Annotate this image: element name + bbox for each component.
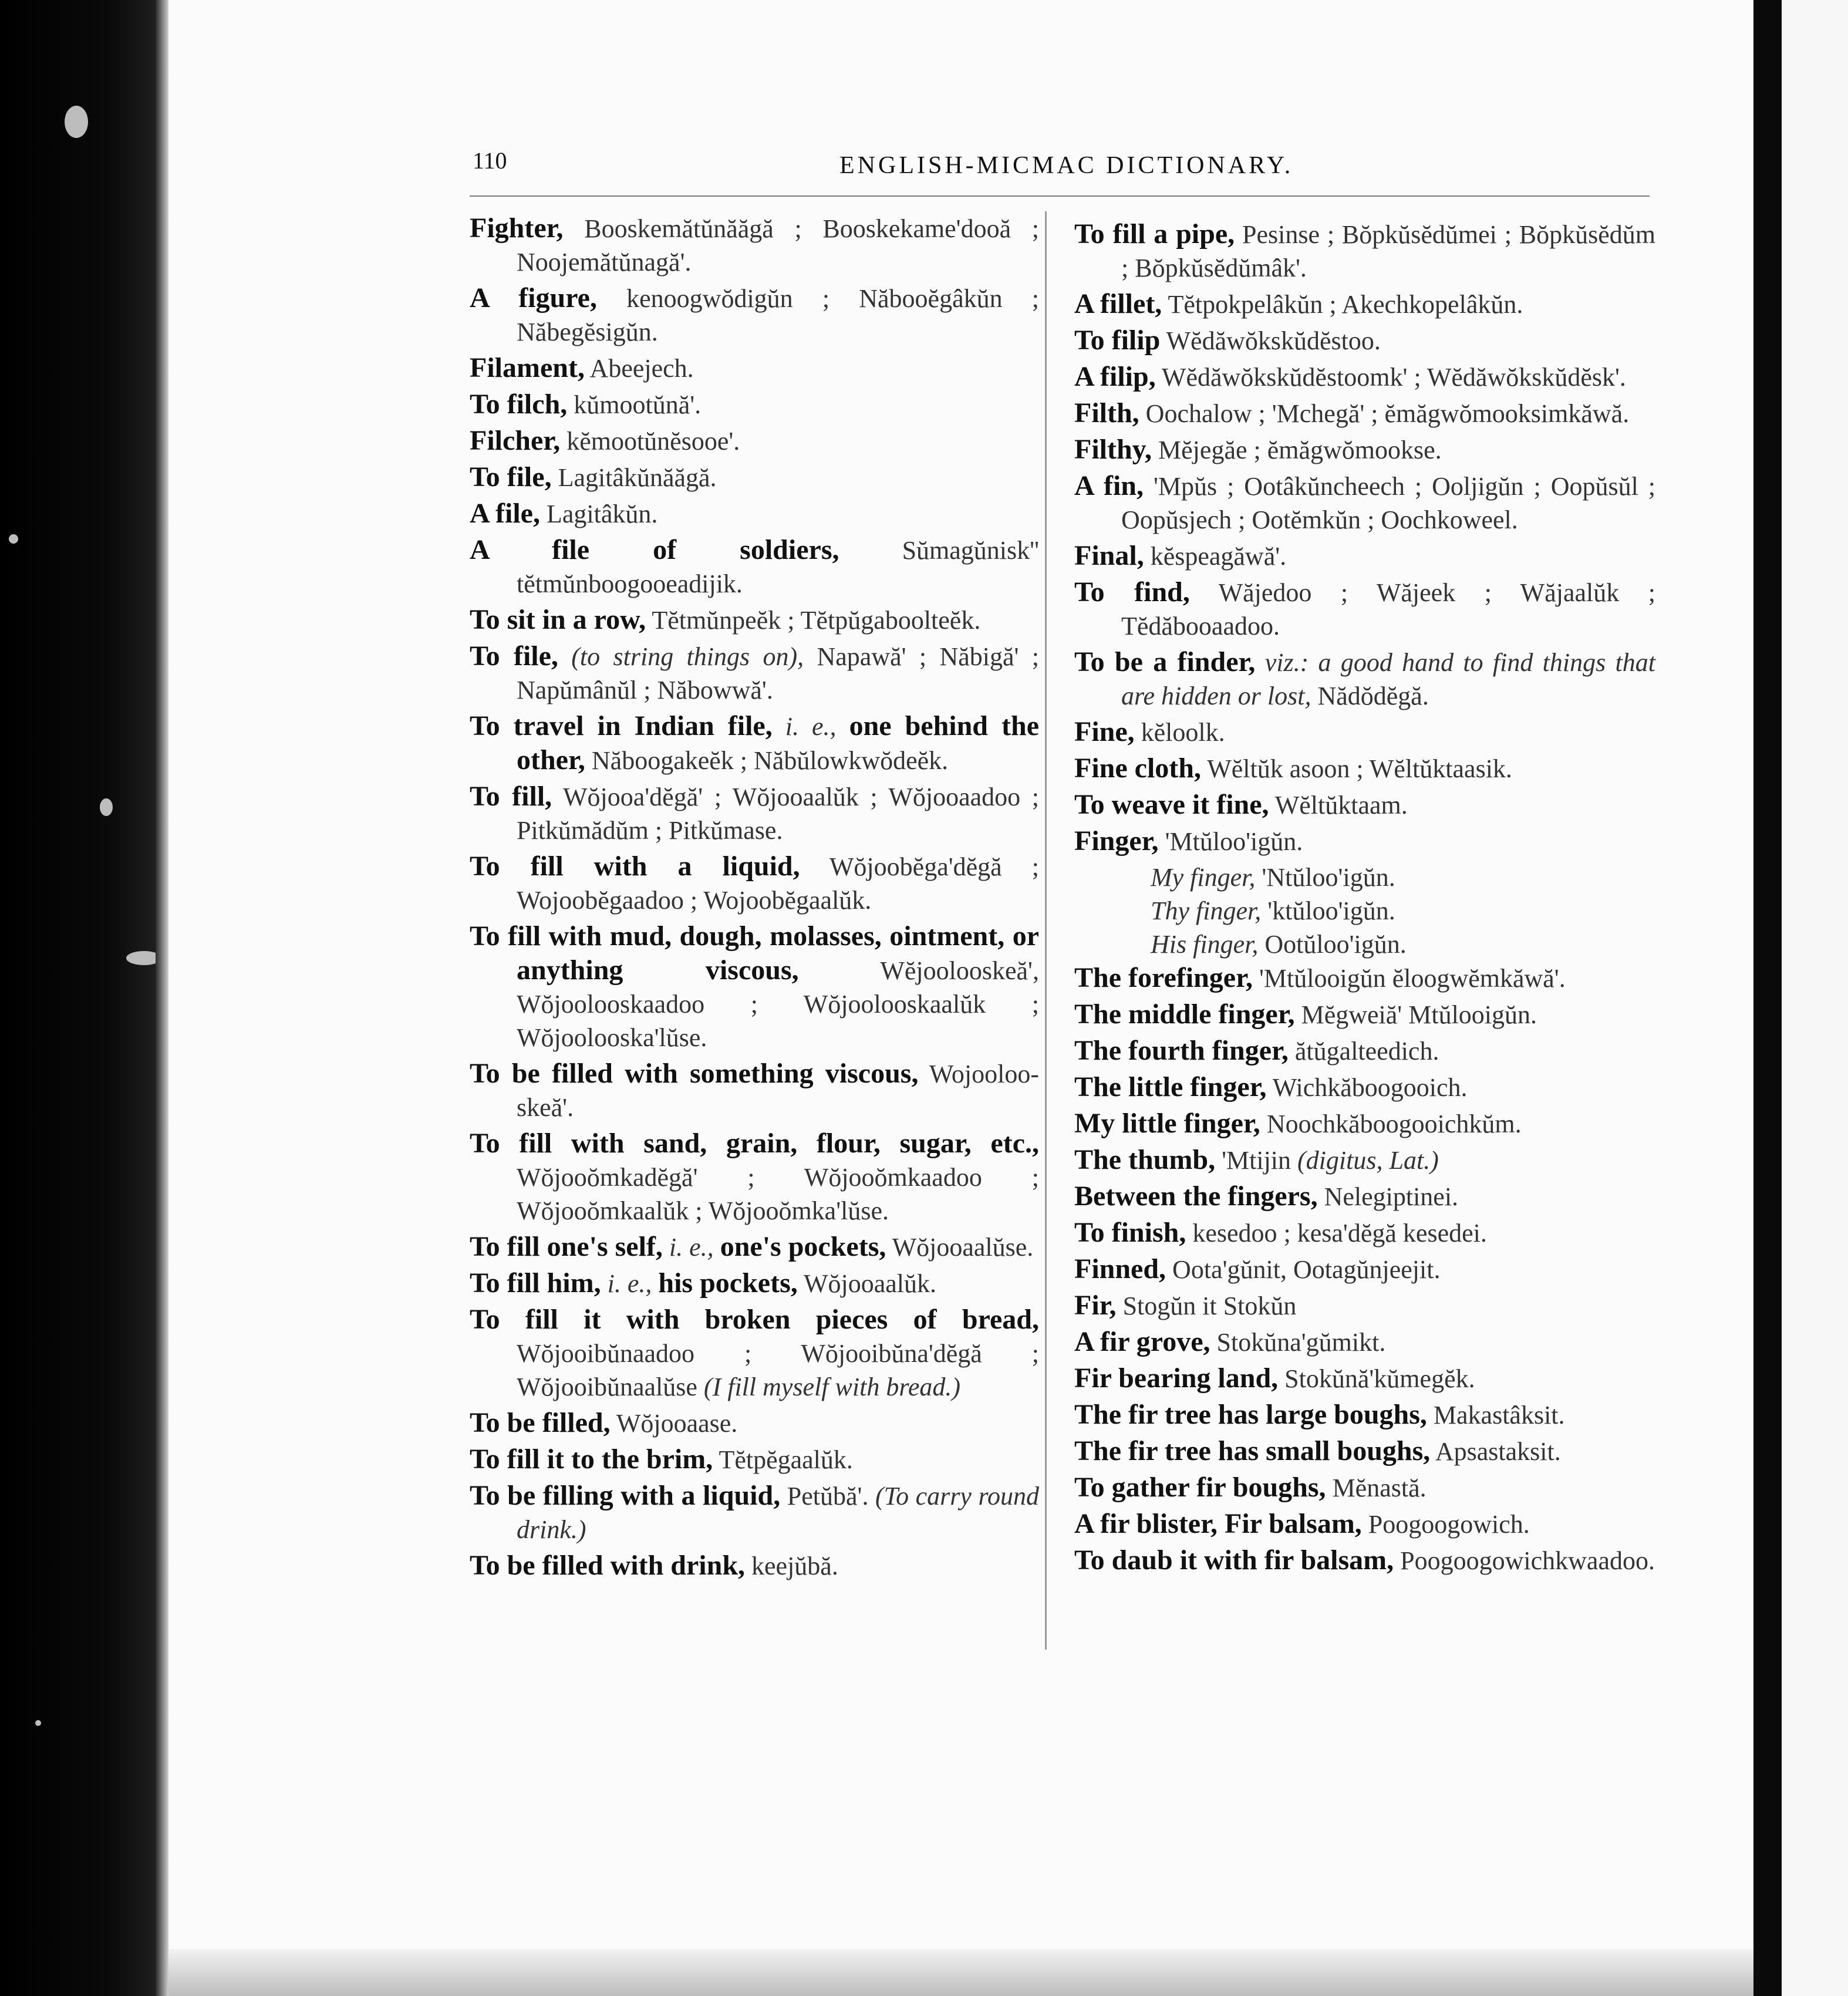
dictionary-entry xyxy=(470,1266,1039,1300)
usage-note: (I fill myself with bread.) xyxy=(703,1373,960,1401)
headword: Filament, xyxy=(470,352,585,383)
micmac-translation: Tĕtmŭnpeĕk ; Tĕtpŭgaboolteĕk. xyxy=(652,606,981,635)
micmac-translation: Stokŭnă'kŭmegĕk. xyxy=(1284,1364,1475,1393)
micmac-translation: Abeejech. xyxy=(589,354,694,383)
micmac-translation: Sŭmagŭnisk'' tĕtmŭnboogooeadijik. xyxy=(517,536,1040,598)
micmac-translation: 'Mtijin xyxy=(1222,1146,1291,1175)
dictionary-entry xyxy=(470,919,1039,1054)
headword: A fir grove, xyxy=(1074,1326,1210,1357)
headword: To fill it to the brim, xyxy=(470,1444,713,1475)
micmac-translation: kĕspeagăwă'. xyxy=(1150,542,1287,571)
dictionary-entry xyxy=(1074,1179,1655,1213)
dictionary-entry xyxy=(470,1057,1039,1124)
right-column xyxy=(1074,217,1655,1580)
headword: Fir bearing land, xyxy=(1074,1363,1279,1394)
headword: The fir tree has small boughs, xyxy=(1074,1435,1431,1466)
micmac-translation: Wĕdăwŏkskŭdĕstoo. xyxy=(1166,326,1381,355)
micmac-translation: Wŏjoobĕga'dĕgă ; Wojoobĕgaadoo ; Wojoobĕgaalŭk. xyxy=(517,852,1039,915)
dictionary-entry xyxy=(1074,1252,1655,1286)
micmac-translation: Oochalow ; 'Mchegă' ; ĕmăgwŏmooksimkăwă. xyxy=(1145,399,1630,428)
dictionary-entry xyxy=(470,1230,1039,1264)
dictionary-entry xyxy=(470,639,1039,707)
micmac-translation: Ootŭloo'igŭn. xyxy=(1264,930,1407,959)
headword: To fill it with broken pieces of bread, xyxy=(470,1304,1039,1335)
headword: Fine, xyxy=(1074,716,1135,747)
headword: The thumb, xyxy=(1074,1144,1216,1175)
dictionary-entry xyxy=(1074,1507,1655,1541)
headword: To fill him, xyxy=(470,1267,601,1299)
micmac-translation: Wojoolooskeă'. xyxy=(517,1060,1039,1122)
headword: To fill with sand, grain, flour, sugar, etc., xyxy=(470,1128,1039,1159)
micmac-translation: Wŏjooibŭnaadoo ; Wŏjooibŭna'dĕgă ; Wŏjooibŭnaalŭse xyxy=(517,1339,1039,1401)
usage-note: i. e., xyxy=(669,1233,714,1262)
micmac-translation: Poogoogowichkwaadoo. xyxy=(1400,1546,1655,1575)
headword: A fin, xyxy=(1074,470,1144,501)
dictionary-entry xyxy=(470,1303,1039,1404)
dictionary-entry xyxy=(1074,396,1655,430)
headword: To gather fir boughs, xyxy=(1074,1472,1326,1503)
headword: A fir blister, Fir balsam, xyxy=(1074,1508,1362,1539)
page-edge xyxy=(156,0,168,1996)
dictionary-entry xyxy=(470,780,1039,847)
headword: A figure, xyxy=(470,282,597,313)
page-number: 110 xyxy=(473,147,507,174)
micmac-translation: Petŭbă'. xyxy=(787,1482,869,1511)
headword: To filch, xyxy=(470,389,568,420)
micmac-translation: Makastâksit. xyxy=(1433,1401,1565,1429)
headword: Filth, xyxy=(1074,397,1139,429)
headword: To weave it fine, xyxy=(1074,789,1269,820)
headword: To filip xyxy=(1074,325,1161,356)
micmac-translation: Tĕtpĕgaalŭk. xyxy=(719,1445,853,1474)
micmac-translation: Wŏjooaalŭse. xyxy=(892,1233,1034,1262)
micmac-translation: Wĕjoolooskeă', Wŏjoolooskaadoo ; Wŏjoolooskaalŭk ; Wŏjoolooska'lŭse. xyxy=(517,956,1039,1052)
dictionary-entry xyxy=(1074,928,1655,961)
dictionary-entry xyxy=(1074,997,1655,1031)
dictionary-entry xyxy=(1074,715,1655,749)
headword: To file, xyxy=(470,640,558,672)
micmac-translation: Nădŏdĕgă. xyxy=(1317,682,1429,710)
headword: To travel in Indian file, xyxy=(470,710,773,741)
headword: Filthy, xyxy=(1074,434,1152,465)
dictionary-entry xyxy=(1074,1070,1655,1104)
micmac-translation: keejŭbă. xyxy=(751,1552,838,1580)
dictionary-entry xyxy=(470,460,1039,494)
headword: Filcher, xyxy=(470,425,561,456)
micmac-translation: 'Mtŭloo'igŭn. xyxy=(1165,827,1303,856)
dictionary-entry xyxy=(1074,323,1655,358)
left-column xyxy=(470,211,1039,1585)
dictionary-entry xyxy=(1074,1361,1655,1395)
running-title: ENGLISH-MICMAC DICTIONARY. xyxy=(839,152,1294,179)
headword: A file of soldiers, xyxy=(470,534,839,565)
dictionary-entry xyxy=(470,351,1039,385)
headword-continuation: his pockets, xyxy=(658,1267,798,1299)
micmac-translation: 'Mtŭlooigŭn ĕloogwĕmkăwă'. xyxy=(1259,964,1566,993)
micmac-translation: Lagitâkŭn. xyxy=(546,500,658,528)
micmac-translation: Năboogakeĕk ; Năbŭlowkwŏdeĕk. xyxy=(591,746,949,775)
dictionary-entry xyxy=(1074,287,1655,321)
dictionary-entry xyxy=(1074,217,1655,285)
dictionary-entry xyxy=(470,1442,1039,1476)
micmac-translation: Wŏjooa'dĕgă' ; Wŏjooaalŭk ; Wŏjooaadoo ; Pitkŭmădŭm ; Pitkŭmase. xyxy=(517,783,1039,845)
headword: Finned, xyxy=(1074,1253,1166,1284)
micmac-translation: Tĕtpokpelâkŭn ; Akechkopelâkŭn. xyxy=(1168,290,1523,319)
dictionary-entry xyxy=(1074,1543,1655,1577)
micmac-translation: 'Ntŭloo'igŭn. xyxy=(1262,863,1395,892)
headword: To fill with mud, dough, molasses, ointment, or anything viscous, xyxy=(470,921,1039,986)
dictionary-entry xyxy=(470,387,1039,422)
headword: To finish, xyxy=(1074,1217,1186,1248)
micmac-translation: Pesinse ; Bŏpkŭsĕdŭmei ; Bŏpkŭsĕdŭm ; Bŏpkŭsĕdŭmâk'. xyxy=(1121,220,1656,282)
micmac-translation: Napawă' ; Năbigă' ; Napŭmânŭl ; Năbowwă'. xyxy=(517,642,1040,704)
dictionary-entry xyxy=(1074,469,1655,537)
dictionary-entry xyxy=(1074,433,1655,467)
headword: A filip, xyxy=(1074,361,1156,392)
usage-note: His finger, xyxy=(1151,930,1259,959)
dictionary-entry xyxy=(1074,751,1655,785)
dictionary-entry xyxy=(470,497,1039,531)
headword: Fir, xyxy=(1074,1290,1117,1321)
dictionary-entry xyxy=(1074,575,1655,643)
dictionary-entry xyxy=(470,533,1039,601)
usage-note: My finger, xyxy=(1151,863,1256,892)
micmac-translation: 'Mpŭs ; Ootâkŭncheech ; Ooljigŭn ; Oopŭsŭl ; Oopŭsjech ; Ootĕmkŭn ; Oochkoweel. xyxy=(1121,472,1656,534)
micmac-translation: kĕloolk. xyxy=(1141,718,1225,747)
headword: The fir tree has large boughs, xyxy=(1074,1399,1427,1430)
dictionary-entry xyxy=(1074,645,1655,713)
headword: Fighter, xyxy=(470,213,564,244)
dictionary-entry xyxy=(1074,360,1655,394)
micmac-translation: Wĕdăwŏkskŭdĕstoomk' ; Wĕdăwŏkskŭdĕsk'. xyxy=(1161,363,1626,392)
micmac-translation: kŭmootŭnă'. xyxy=(574,390,702,419)
micmac-translation: kĕmootŭnĕsooe'. xyxy=(566,427,740,456)
dictionary-entry xyxy=(1074,1107,1655,1141)
headword: To be filled with drink, xyxy=(470,1550,746,1581)
micmac-translation: Poogoogowich. xyxy=(1368,1510,1530,1539)
headword: To daub it with fir balsam, xyxy=(1074,1545,1394,1576)
dust-speck xyxy=(100,798,113,816)
dictionary-entry xyxy=(1074,1216,1655,1250)
headword: The forefinger, xyxy=(1074,962,1253,993)
micmac-translation: Oota'gŭnit, Ootagŭnjeejit. xyxy=(1172,1255,1441,1284)
headword: To fill one's self, xyxy=(470,1231,663,1262)
gutter-shadow xyxy=(1753,0,1782,1996)
header-rule xyxy=(470,195,1650,197)
dictionary-entry xyxy=(470,709,1039,777)
micmac-translation: Wichkăboogooich. xyxy=(1272,1073,1468,1102)
dictionary-entry xyxy=(1074,1398,1655,1432)
headword: The little finger, xyxy=(1074,1071,1267,1102)
micmac-translation: Wăjedoo ; Wăjeek ; Wăjaalŭk ; Tĕdăbooaadoo. xyxy=(1121,578,1655,640)
dictionary-entry xyxy=(470,424,1039,458)
micmac-translation: Stokŭna'gŭmikt. xyxy=(1216,1328,1386,1357)
dictionary-entry xyxy=(1074,539,1655,573)
headword: Final, xyxy=(1074,540,1144,571)
headword: To find, xyxy=(1074,576,1190,608)
micmac-translation: Booskemătŭnăăgă ; Booskekame'dooă ; Noojemătŭnagă'. xyxy=(517,214,1039,277)
dictionary-entry xyxy=(1074,824,1655,858)
usage-note: i. e., xyxy=(785,712,837,741)
micmac-translation: kesedoo ; kesa'dĕgă kesedei. xyxy=(1192,1219,1487,1248)
dictionary-entry xyxy=(470,1549,1039,1583)
usage-note: (to string things on), xyxy=(571,642,804,671)
micmac-translation: Noochkăboogooichkŭm. xyxy=(1266,1110,1522,1138)
micmac-translation: Wĕltŭktaam. xyxy=(1274,791,1408,820)
page-bottom-shadow xyxy=(168,1949,1753,1996)
dictionary-entry xyxy=(1074,1034,1655,1068)
dictionary-entry xyxy=(470,1406,1039,1440)
usage-note: (To carry round drink.) xyxy=(517,1482,1040,1544)
headword: The middle finger, xyxy=(1074,999,1295,1030)
micmac-translation: Mĕnastă. xyxy=(1332,1474,1427,1502)
micmac-translation: Nelegiptinei. xyxy=(1324,1182,1459,1211)
dictionary-entry xyxy=(1074,1471,1655,1505)
usage-note: i. e., xyxy=(607,1269,652,1298)
headword: Finger, xyxy=(1074,825,1159,857)
dictionary-entry xyxy=(1074,1143,1655,1177)
micmac-translation: Wŏjooaalŭk. xyxy=(803,1269,937,1298)
headword: To be a finder, xyxy=(1074,646,1256,677)
micmac-translation: kenoogwŏdigŭn ; Năbooĕgâkŭn ; Năbegĕsigŭn. xyxy=(517,284,1040,346)
dictionary-entry xyxy=(1074,1325,1655,1359)
micmac-translation: Wĕltŭk asoon ; Wĕltŭktaasik. xyxy=(1207,754,1512,783)
headword: My little finger, xyxy=(1074,1108,1260,1139)
usage-note: (digitus, Lat.) xyxy=(1297,1146,1439,1175)
micmac-translation: Mĕjegăe ; ĕmăgwŏmookse. xyxy=(1158,436,1442,464)
headword: A fillet, xyxy=(1074,288,1162,319)
dictionary-entry xyxy=(1074,788,1655,822)
headword: To fill with a liquid, xyxy=(470,851,800,882)
next-page-edge xyxy=(1782,0,1848,1996)
headword: The fourth finger, xyxy=(1074,1035,1289,1066)
micmac-translation: Stogŭn it Stokŭn xyxy=(1122,1292,1297,1320)
micmac-translation: Lagitâkŭnăăgă. xyxy=(558,463,717,492)
headword: Fine cloth, xyxy=(1074,753,1201,784)
dust-speck xyxy=(65,106,88,138)
micmac-translation: ătŭgalteedich. xyxy=(1294,1037,1439,1066)
micmac-translation: Apsastaksit. xyxy=(1435,1437,1561,1466)
headword: To fill a pipe, xyxy=(1074,218,1235,250)
dictionary-entry xyxy=(470,281,1039,349)
headword: To be filling with a liquid, xyxy=(470,1480,781,1511)
headword: To sit in a row, xyxy=(470,604,646,635)
dust-speck xyxy=(35,1720,41,1726)
dictionary-entry xyxy=(470,1479,1039,1546)
dictionary-entry xyxy=(470,211,1039,279)
micmac-translation: 'ktŭloo'igŭn. xyxy=(1267,896,1395,925)
dictionary-entry xyxy=(470,1127,1039,1228)
scan-background-left xyxy=(0,0,156,1996)
usage-note: Thy finger, xyxy=(1151,896,1262,925)
micmac-translation: Mĕgweiă' Mtŭlooigŭn. xyxy=(1301,1000,1537,1029)
dictionary-entry xyxy=(470,849,1039,917)
dust-speck xyxy=(9,534,18,544)
headword: To be filled, xyxy=(470,1407,611,1438)
headword: To be filled with something viscous, xyxy=(470,1058,919,1089)
headword: Between the fingers, xyxy=(1074,1181,1318,1212)
headword-continuation: one behind the other, xyxy=(517,710,1040,776)
column-divider xyxy=(1045,211,1047,1650)
dictionary-entry xyxy=(1074,1289,1655,1323)
headword-continuation: one's pockets, xyxy=(720,1231,886,1262)
headword: A file, xyxy=(470,498,540,529)
usage-note: viz.: a good hand to find things that are hidden or lost, xyxy=(1121,648,1655,710)
micmac-translation: Wŏjooŏmkadĕgă' ; Wŏjooŏmkaadoo ; Wŏjooŏmkaalŭk ; Wŏjooŏmka'lŭse. xyxy=(517,1163,1039,1225)
dictionary-entry xyxy=(1074,961,1655,995)
dictionary-entry xyxy=(1074,1434,1655,1468)
dictionary-entry xyxy=(1074,861,1655,894)
headword: To file, xyxy=(470,461,552,493)
micmac-translation: Wŏjooaase. xyxy=(616,1409,738,1438)
headword: To fill, xyxy=(470,781,552,812)
dictionary-entry xyxy=(470,603,1039,637)
dictionary-entry xyxy=(1074,894,1655,928)
